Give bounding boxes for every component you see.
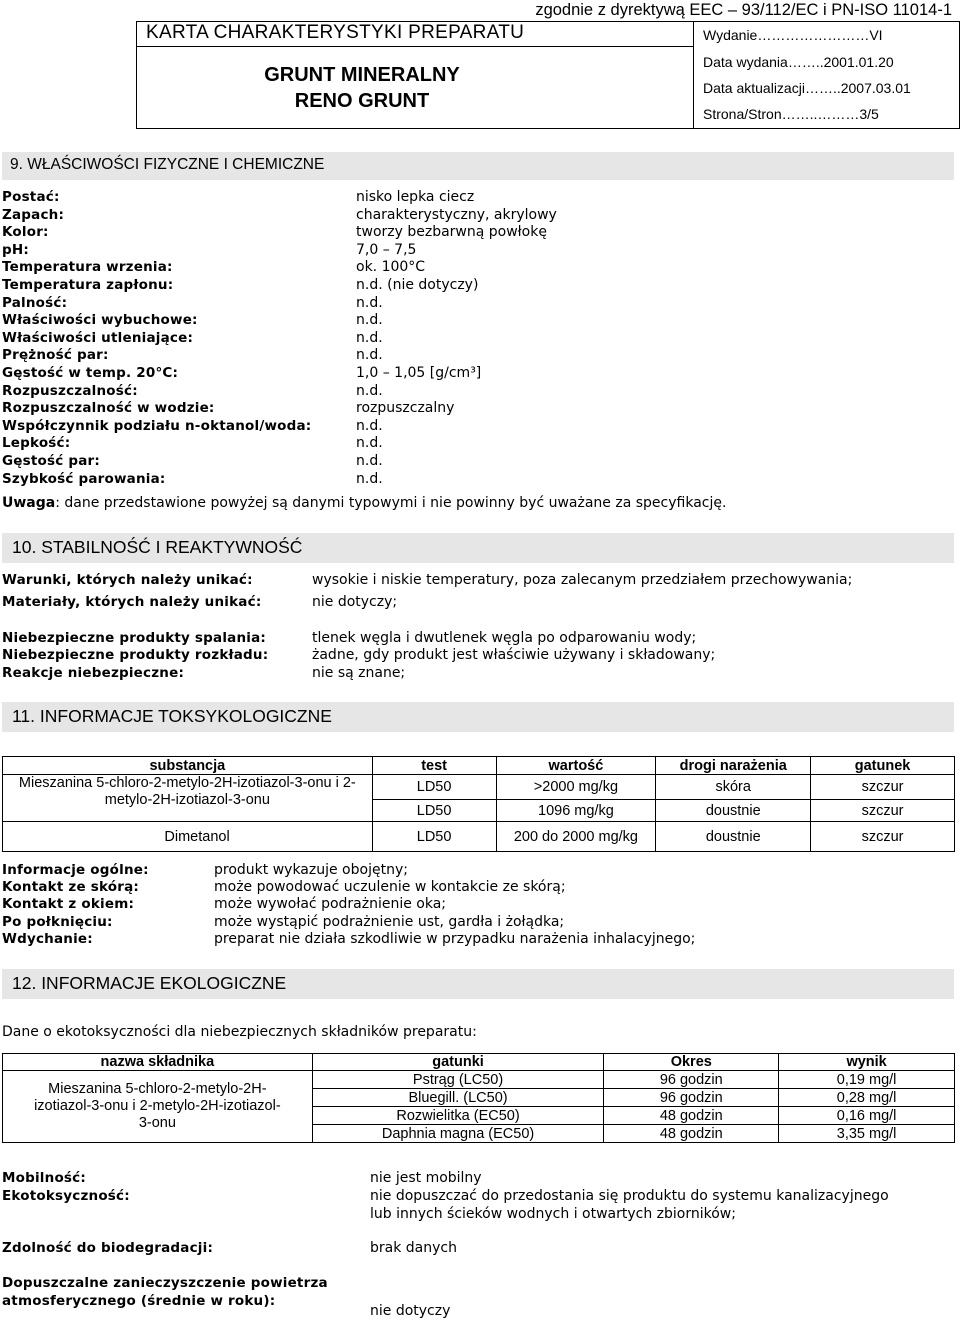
- toxicology-table: [2, 756, 955, 852]
- directive-reference: zgodnie z dyrektywą EEC – 93/112/EC i PN-ISO 11014-1: [535, 1, 952, 19]
- property-label: Rozpuszczalność w wodzie:: [2, 400, 215, 417]
- test-cell: LD50: [372, 822, 496, 852]
- product-name: GRUNT MINERALNY: [264, 64, 460, 86]
- property-label: Współczynnik podziału n-oktanol/woda:: [2, 417, 312, 434]
- section-11-header: [2, 702, 954, 732]
- document-title: KARTA CHARAKTERYSTYKI PREPARATU: [146, 22, 525, 43]
- tox-info-value: preparat nie działa szkodliwie w przypadku narażenia inhalacyjnego;: [214, 931, 696, 947]
- property-label: Gęstość w temp. 20°C:: [2, 365, 179, 381]
- property-value: n.d.: [356, 294, 383, 311]
- column-header: substancja: [3, 757, 373, 775]
- property-label: Lepkość:: [2, 435, 71, 452]
- column-header: wartość: [496, 757, 656, 775]
- column-header: gatunki: [312, 1054, 604, 1071]
- air-pollution-value: nie dotyczy: [370, 1303, 451, 1319]
- ecotoxicity-value-cont: lub innych ścieków wodnych i otwartych zbiorników;: [370, 1206, 736, 1222]
- property-label: Temperatura zapłonu:: [2, 277, 174, 293]
- section-12-title: 12. INFORMACJE EKOLOGICZNE: [12, 973, 287, 993]
- section-10-title: 10. STABILNOŚĆ I REAKTYWNOŚĆ: [12, 537, 303, 557]
- ecotoxicity-value: nie dopuszczać do przedostania się produktu do systemu kanalizacyjnego: [370, 1188, 889, 1204]
- result-cell: 0,16 mg/l: [779, 1107, 955, 1125]
- stability-value: nie dotyczy;: [312, 594, 398, 610]
- route-cell: doustnie: [656, 800, 811, 822]
- air-pollution-label: Dopuszczalne zanieczyszczenie powietrza: [2, 1275, 328, 1291]
- column-header: wynik: [779, 1054, 955, 1071]
- section-9-header: [2, 152, 954, 180]
- property-value: ok. 100°C: [356, 259, 426, 276]
- column-header: Okres: [604, 1054, 779, 1071]
- stability-value: tlenek węgla i dwutlenek węgla po odparowaniu wody;: [312, 630, 697, 646]
- property-label: Szybkość parowania:: [2, 470, 166, 487]
- table-row: [3, 822, 955, 852]
- property-value: n.d.: [356, 435, 383, 452]
- species-cell: Pstrąg (LC50): [312, 1071, 604, 1089]
- stability-value: wysokie i niskie temperatury, poza zalecanym przedziałem przechowywania;: [312, 572, 853, 588]
- period-cell: 48 godzin: [604, 1125, 779, 1143]
- stability-label: Reakcje niebezpieczne:: [2, 665, 185, 681]
- property-label: pH:: [2, 241, 29, 258]
- species-cell: szczur: [811, 800, 955, 822]
- table-header-row: [3, 1054, 955, 1071]
- property-label: Rozpuszczalność:: [2, 382, 138, 399]
- route-cell: skóra: [656, 775, 811, 800]
- property-value: 1,0 – 1,05 [g/cm³]: [356, 365, 482, 381]
- stability-label: Materiały, których należy unikać:: [2, 594, 262, 610]
- property-value: nisko lepka ciecz: [356, 189, 475, 205]
- property-value: n.d.: [356, 417, 383, 434]
- property-label: Postać:: [2, 189, 60, 205]
- section-12-header: [2, 969, 954, 999]
- update-date-field: Data aktualizacji……..2007.03.01: [703, 80, 911, 96]
- stability-label: Niebezpieczne produkty rozkładu:: [2, 647, 269, 663]
- mobility-label: Mobilność:: [2, 1170, 86, 1186]
- product-subname: RENO GRUNT: [294, 90, 430, 112]
- tox-info-label: Po połknięciu:: [2, 914, 113, 930]
- property-value: n.d.: [356, 347, 383, 364]
- property-label: Temperatura wrzenia:: [2, 259, 173, 276]
- species-cell: szczur: [811, 822, 955, 852]
- column-header: nazwa składnika: [3, 1054, 313, 1071]
- biodegradation-value: brak danych: [370, 1240, 457, 1256]
- value-cell: 200 do 2000 mg/kg: [496, 822, 656, 852]
- property-label: Gęstość par:: [2, 453, 100, 469]
- page-number-field: Strona/Stron……..………3/5: [703, 106, 879, 122]
- column-header: gatunek: [811, 757, 955, 775]
- ecotoxicity-label: Ekotoksyczność:: [2, 1188, 130, 1204]
- species-cell: Daphnia magna (EC50): [312, 1125, 604, 1143]
- mobility-value: nie jest mobilny: [370, 1170, 482, 1186]
- edition-field: Wydanie……………………VI: [703, 27, 883, 43]
- property-value: n.d.: [356, 382, 383, 399]
- property-label: Palność:: [2, 294, 68, 311]
- section-9-note: [2, 495, 726, 511]
- species-cell: Rozwielitka (EC50): [312, 1107, 604, 1125]
- property-value: n.d.: [356, 312, 383, 329]
- stability-value: nie są znane;: [312, 665, 406, 681]
- property-value: n.d.: [356, 329, 383, 346]
- result-cell: 0,28 mg/l: [779, 1089, 955, 1107]
- issue-date-field: Data wydania……..2001.01.20: [703, 54, 894, 70]
- result-cell: 0,19 mg/l: [779, 1071, 955, 1089]
- species-cell: szczur: [811, 775, 955, 800]
- property-label: Właściwości wybuchowe:: [2, 312, 198, 329]
- header-title-underline: [136, 46, 694, 47]
- tox-info-value: może wywołać podrażnienie oka;: [214, 896, 447, 912]
- air-pollution-label-cont: atmosferycznego (średnie w roku):: [2, 1293, 276, 1309]
- stability-value: żadne, gdy produkt jest właściwie używany i składowany;: [312, 647, 716, 663]
- period-cell: 96 godzin: [604, 1071, 779, 1089]
- tox-info-label: Kontakt ze skórą:: [2, 879, 140, 895]
- section-9-title: 9. WŁAŚCIWOŚCI FIZYCZNE I CHEMICZNE: [10, 156, 325, 173]
- tox-info-value: produkt wykazuje obojętny;: [214, 862, 408, 878]
- property-value: charakterystyczny, akrylowy: [356, 206, 557, 223]
- table-row: [3, 775, 955, 800]
- property-label: Właściwości utleniające:: [2, 329, 194, 346]
- value-cell: >2000 mg/kg: [496, 775, 656, 800]
- period-cell: 96 godzin: [604, 1089, 779, 1107]
- result-cell: 3,35 mg/l: [779, 1125, 955, 1143]
- route-cell: doustnie: [656, 822, 811, 852]
- property-value: tworzy bezbarwną powłokę: [356, 224, 547, 241]
- property-value: 7,0 – 7,5: [356, 241, 417, 258]
- column-header: drogi narażenia: [656, 757, 811, 775]
- substance-name: Dimetanol: [3, 822, 373, 852]
- property-label: Kolor:: [2, 224, 49, 241]
- ecotox-intro: Dane o ekotoksyczności dla niebezpiecznych składników preparatu:: [2, 1024, 477, 1040]
- tox-info-value: może powodować uczulenie w kontakcie ze skórą;: [214, 879, 566, 895]
- column-header: test: [372, 757, 496, 775]
- value-cell: 1096 mg/kg: [496, 800, 656, 822]
- table-row: [3, 1071, 955, 1089]
- document-header: [0, 0, 960, 130]
- note-label: Uwaga: [2, 495, 56, 511]
- substance-name: Mieszanina 5-chloro-2-metylo-2H-izotiazol-3-onu i 2-metylo-2H-izotiazol-3-onu: [3, 775, 373, 822]
- property-value: n.d.: [356, 453, 383, 469]
- stability-label: Niebezpieczne produkty spalania:: [2, 630, 267, 646]
- test-cell: LD50: [372, 775, 496, 800]
- property-value: rozpuszczalny: [356, 400, 455, 417]
- property-label: Prężność par:: [2, 347, 109, 364]
- property-label: Zapach:: [2, 206, 65, 223]
- property-value: n.d.: [356, 470, 383, 487]
- property-value: n.d. (nie dotyczy): [356, 277, 479, 293]
- tox-info-label: Kontakt z okiem:: [2, 896, 135, 912]
- tox-info-label: Wdychanie:: [2, 931, 93, 947]
- table-header-row: [3, 757, 955, 775]
- test-cell: LD50: [372, 800, 496, 822]
- section-11-title: 11. INFORMACJE TOKSYKOLOGICZNE: [12, 706, 332, 726]
- species-cell: Bluegill. (LC50): [312, 1089, 604, 1107]
- stability-label: Warunki, których należy unikać:: [2, 572, 253, 588]
- component-name: Mieszanina 5-chloro-2-metylo-2H-izotiazol-3-onu i 2-metylo-2H-izotiazol-3-onu: [3, 1071, 313, 1143]
- note-text: : dane przedstawione powyżej są danymi typowymi i nie powinny być uważane za specyfikację.: [55, 495, 727, 511]
- section-10-header: [2, 533, 954, 563]
- period-cell: 48 godzin: [604, 1107, 779, 1125]
- tox-info-label: Informacje ogólne:: [2, 862, 149, 878]
- tox-info-value: może wystąpić podrażnienie ust, gardła i żołądka;: [214, 914, 565, 930]
- biodegradation-label: Zdolność do biodegradacji:: [2, 1240, 214, 1256]
- ecotoxicity-table: [2, 1053, 955, 1143]
